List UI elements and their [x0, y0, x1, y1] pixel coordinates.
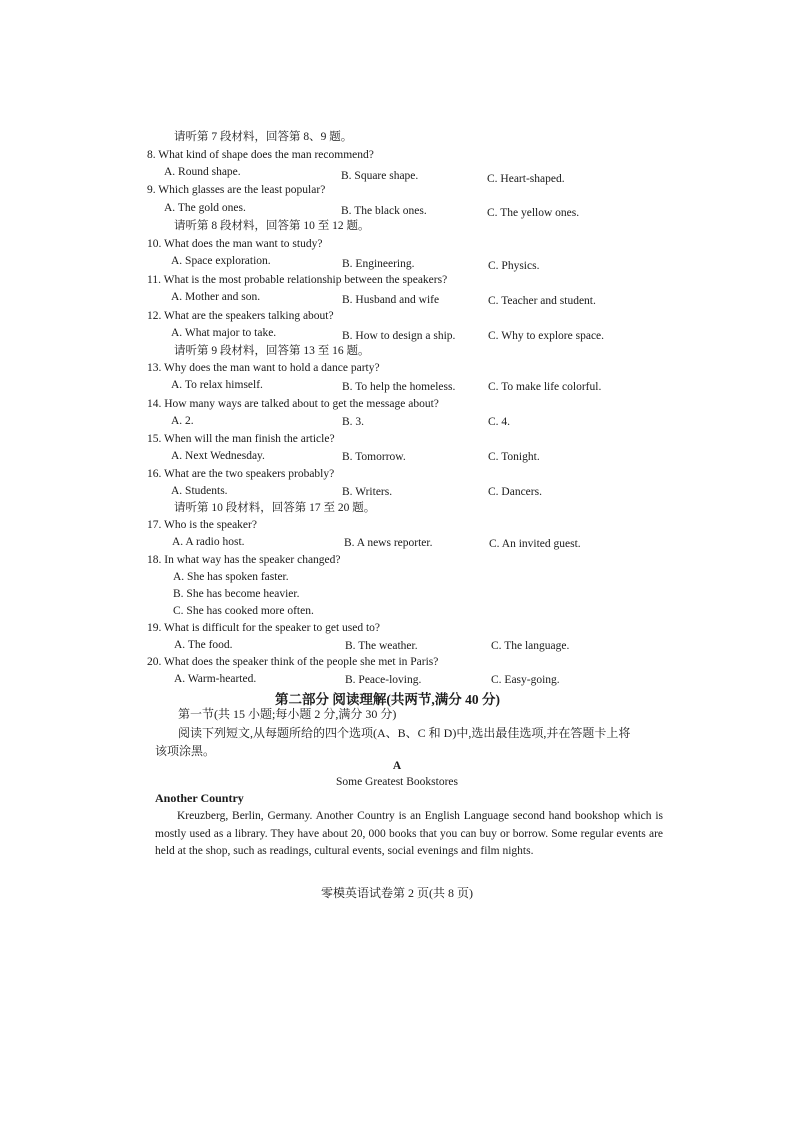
question-12: 12. What are the speakers talking about?: [147, 310, 334, 322]
q19-option-b: B. The weather.: [345, 640, 418, 652]
passage-paragraph: Kreuzberg, Berlin, Germany. Another Country is an English Language second hand bookshop which is mostly used as a library. They have about 20, 000 books that you can buy or borrow. Some regular events are held at the shop, such as readings, cultural events, social evenings and film nights.: [155, 810, 663, 857]
q19-option-a: A. The food.: [174, 639, 233, 651]
q11-option-c: C. Teacher and student.: [488, 295, 596, 307]
q10-option-c: C. Physics.: [488, 260, 540, 272]
q8-option-c: C. Heart-shaped.: [487, 173, 565, 185]
part2-title: 第二部分 阅读理解(共两节,满分 40 分): [275, 692, 500, 707]
q16-option-a: A. Students.: [171, 485, 228, 497]
q14-option-c: C. 4.: [488, 416, 511, 428]
q17-option-b: B. A news reporter.: [344, 537, 433, 549]
section-instruction-8: 请听第 8 段材料，回答第 10 至 12 题。: [174, 220, 370, 232]
question-16: 16. What are the two speakers probably?: [147, 468, 335, 480]
q20-option-a: A. Warm-hearted.: [174, 673, 257, 685]
q20-option-c: C. Easy-going.: [491, 674, 560, 686]
part2-instruction-line1: 阅读下列短文,从每题所给的四个选项(A、B、C 和 D)中,选出最佳选项,并在答题卡上将: [178, 726, 631, 740]
q18-option-a: A. She has spoken faster.: [173, 571, 289, 583]
q9-option-b: B. The black ones.: [341, 205, 427, 217]
subheading: Another Country: [155, 791, 244, 805]
q16-option-b: B. Writers.: [342, 486, 393, 498]
question-17: 17. Who is the speaker?: [147, 519, 257, 531]
q11-option-b: B. Husband and wife: [342, 294, 440, 306]
q10-option-a: A. Space exploration.: [171, 255, 271, 267]
passage-title: Some Greatest Bookstores: [335, 776, 458, 788]
question-14: 14. How many ways are talked about to get the message about?: [147, 398, 439, 410]
question-19: 19. What is difficult for the speaker to get used to?: [147, 622, 381, 634]
q12-option-c: C. Why to explore space.: [488, 330, 605, 342]
part2-instruction-line2: 该项涂黑。: [155, 744, 216, 758]
q15-option-a: A. Next Wednesday.: [171, 450, 265, 462]
q8-option-b: B. Square shape.: [341, 170, 419, 182]
q17-option-c: C. An invited guest.: [489, 538, 581, 550]
q13-option-b: B. To help the homeless.: [342, 381, 456, 393]
q10-option-b: B. Engineering.: [342, 258, 415, 270]
question-15: 15. When will the man finish the article?: [147, 433, 335, 445]
q9-option-c: C. The yellow ones.: [487, 207, 580, 219]
q9-option-a: A. The gold ones.: [164, 202, 246, 214]
section-instruction-7: 请听第 7 段材料，回答第 8、9 题。: [174, 131, 353, 143]
q8-option-a: A. Round shape.: [164, 166, 241, 178]
q19-option-c: C. The language.: [491, 640, 570, 652]
q12-option-a: A. What major to take.: [171, 327, 277, 339]
question-20: 20. What does the speaker think of the people she met in Paris?: [147, 656, 439, 668]
q18-option-c: C. She has cooked more often.: [173, 605, 314, 617]
q13-option-a: A. To relax himself.: [171, 379, 263, 391]
q16-option-c: C. Dancers.: [488, 486, 542, 498]
question-9: 9. Which glasses are the least popular?: [147, 184, 326, 196]
q18-option-b: B. She has become heavier.: [173, 588, 300, 600]
q13-option-c: C. To make life colorful.: [488, 381, 602, 393]
q15-option-b: B. Tomorrow.: [342, 451, 406, 463]
page-footer: 零模英语试卷第 2 页(共 8 页): [321, 886, 473, 900]
passage-letter: A: [392, 760, 402, 772]
q14-option-b: B. 3.: [342, 416, 365, 428]
question-10: 10. What does the man want to study?: [147, 238, 323, 250]
section-instruction-10: 请听第 10 段材料，回答第 17 至 20 题。: [174, 502, 376, 514]
q17-option-a: A. A radio host.: [172, 536, 245, 548]
q11-option-a: A. Mother and son.: [171, 291, 261, 303]
question-18: 18. In what way has the speaker changed?: [147, 554, 341, 566]
section-instruction-9: 请听第 9 段材料，回答第 13 至 16 题。: [174, 345, 370, 357]
q20-option-b: B. Peace-loving.: [345, 674, 422, 686]
question-11: 11. What is the most probable relationship between the speakers?: [147, 274, 448, 286]
question-8: 8. What kind of shape does the man recommend?: [147, 149, 374, 161]
q14-option-a: A. 2.: [171, 415, 194, 427]
question-13: 13. Why does the man want to hold a dance party?: [147, 362, 380, 374]
q12-option-b: B. How to design a ship.: [342, 330, 456, 342]
q15-option-c: C. Tonight.: [488, 451, 540, 463]
part2-section1: 第一节(共 15 小题;每小题 2 分,满分 30 分): [178, 707, 397, 721]
